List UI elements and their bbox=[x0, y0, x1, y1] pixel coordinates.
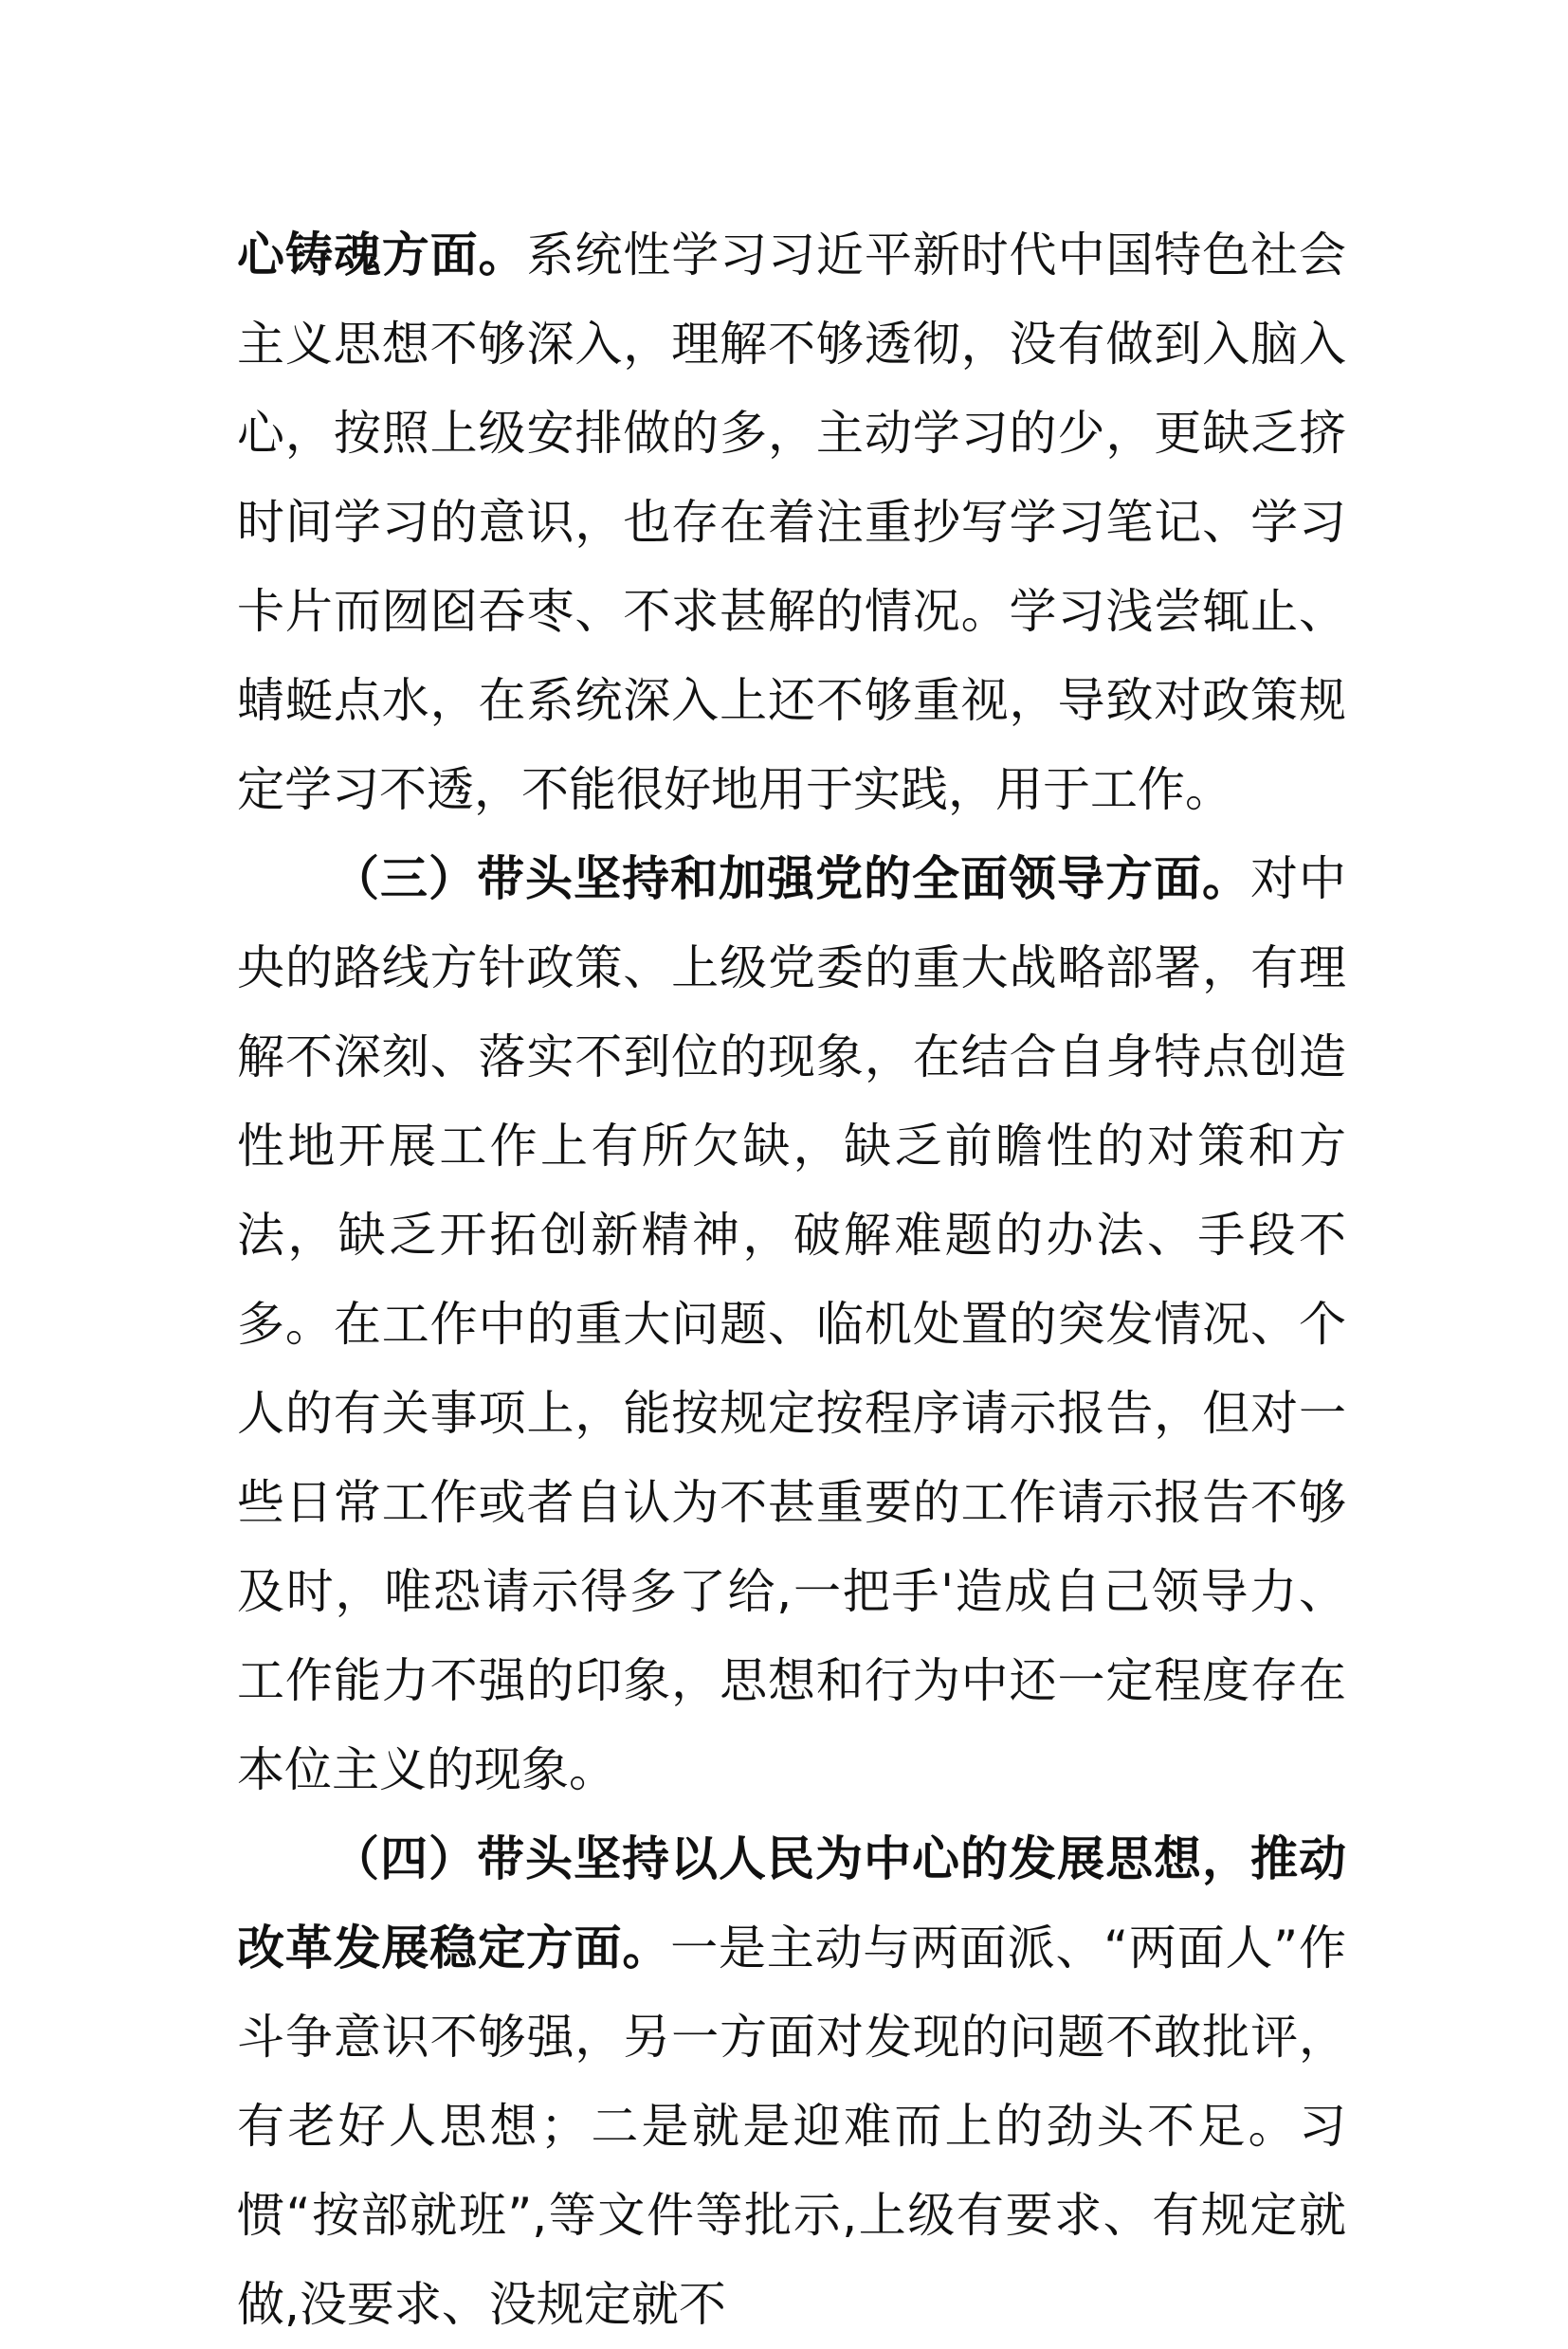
paragraph-leadership bbox=[237, 834, 1346, 1814]
paragraph-text: 对中央的路线方针政策、上级党委的重大战略部署，有理解不深刻、落实不到位的现象，在结合自身特点创造性地开展工作上有所欠缺，缺乏前瞻性的对策和方法，缺乏开拓创新精神，破解难题的办法、手段不多。在工作中的重大问题、临机处置的突发情况、个人的有关事项上，能按规定按程序请示报告，但对一些日常工作或者自认为不甚重要的工作请示报告不够及时，唯恐请示得多了给,一把手'造成自己领导力、工作能力不强的印象，思想和行为中还一定程度存在本位主义的现象。 bbox=[237, 851, 1346, 1797]
paragraph-people-centered bbox=[237, 1814, 1346, 2349]
paragraph-heading: （三）带头坚持和加强党的全面领导方面。 bbox=[332, 851, 1250, 906]
paragraph-heading: （四）带头坚持以人民为中心的发展思想，推动改革发展稳定方面。 bbox=[237, 1831, 1346, 1976]
paragraph-heading: 心铸魂方面。 bbox=[237, 228, 527, 282]
paragraph-text: 一是主动与两面派、“两面人”作斗争意识不够强，另一方面对发现的问题不敢批评，有老好人思想；二是就是迎难而上的劲头不足。习惯“按部就班”,等文件等批示,上级有要求、有规定就做,没要求、没规定就不 bbox=[237, 1921, 1347, 2332]
paragraph-text: 系统性学习习近平新时代中国特色社会主义思想不够深入，理解不够透彻，没有做到入脑入心，按照上级安排做的多，主动学习的少，更缺乏挤时间学习的意识，也存在着注重抄写学习笔记、学习卡片而囫囵吞枣、不求甚解的情况。学习浅尝辄止、蜻蜓点水，在系统深入上还不够重视，导致对政策规定学习不透，不能很好地用于实践，用于工作。 bbox=[237, 228, 1347, 817]
document-body bbox=[237, 210, 1346, 2349]
paragraph-study bbox=[237, 210, 1346, 834]
